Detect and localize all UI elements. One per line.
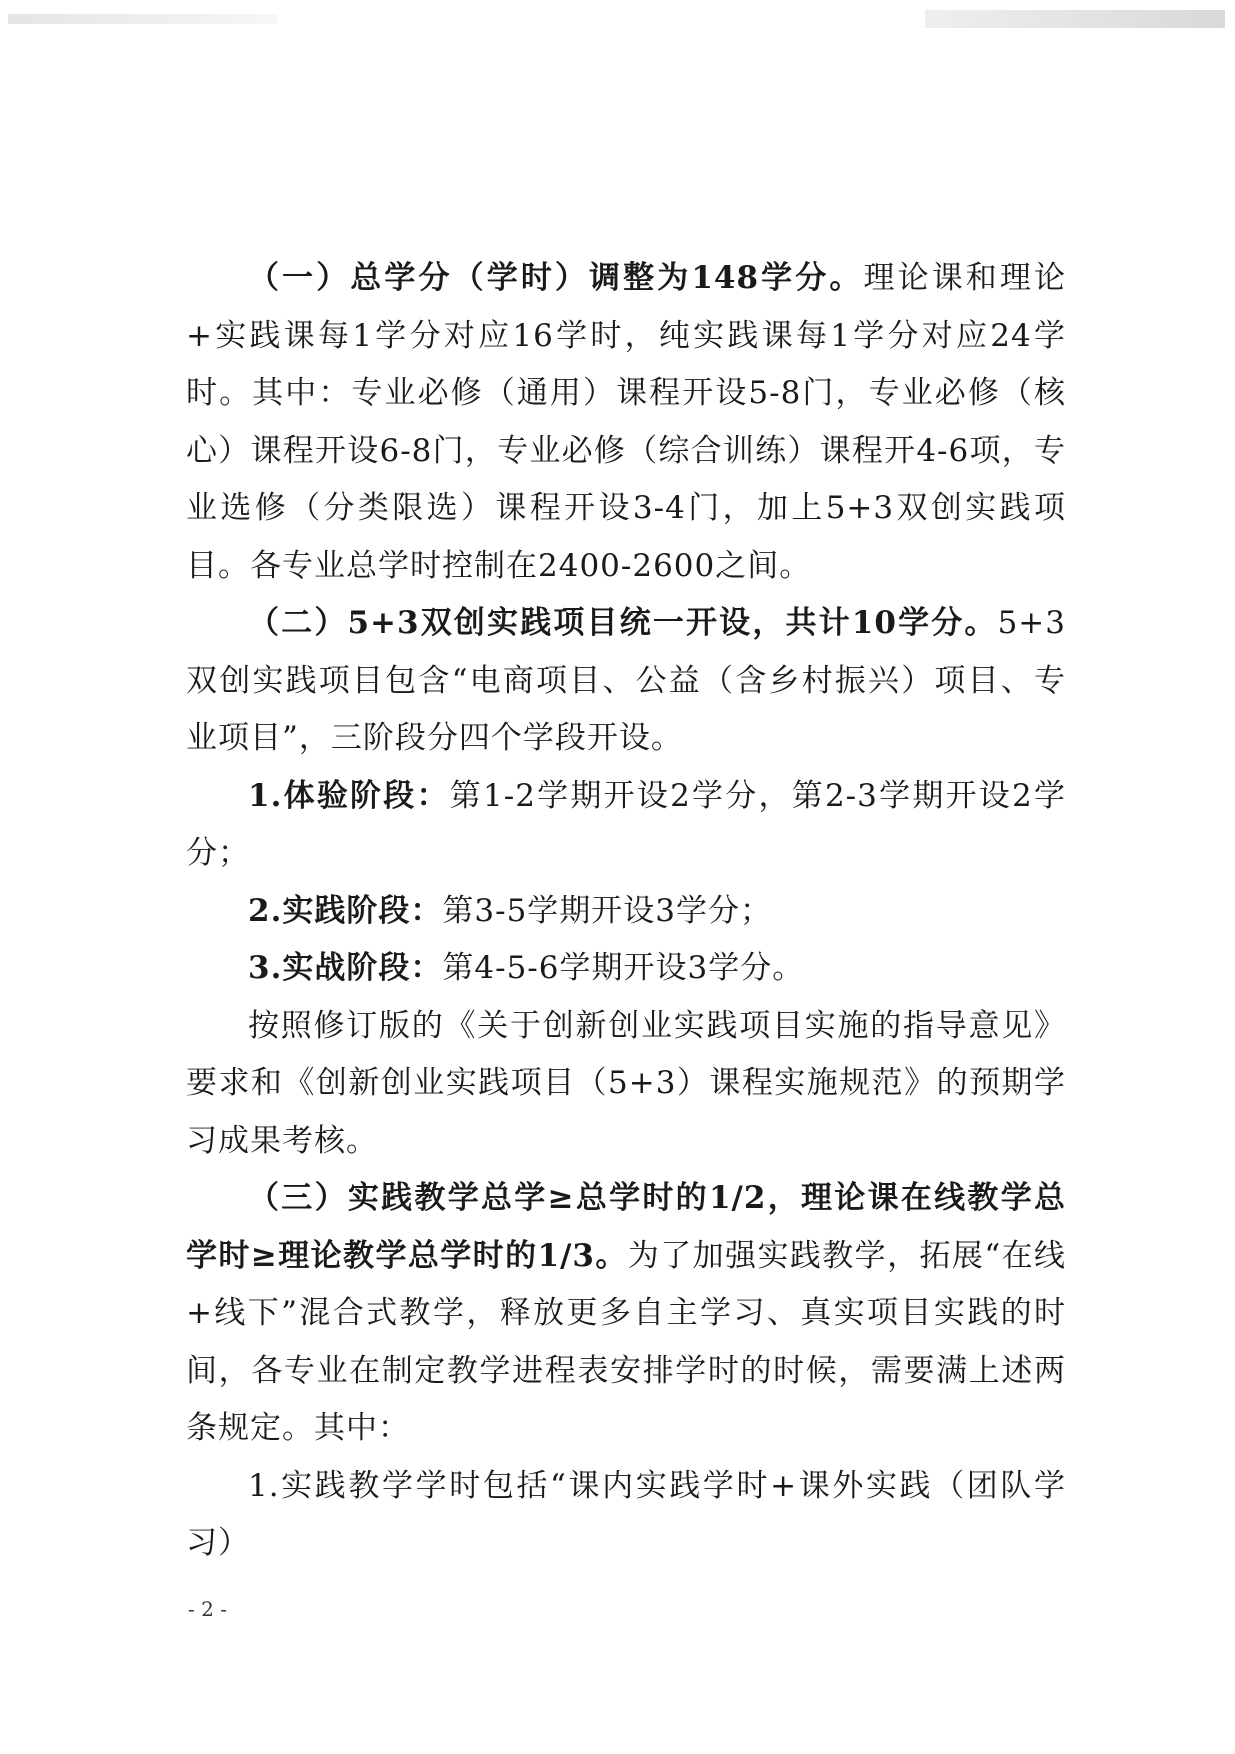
paragraph-text: 第3-5学期开设3学分；	[442, 892, 773, 929]
paragraph-text: 为了加强实践教学，拓展“在线+线下”混合式教学，释放更多自主学习、真实项目实践的时间，各专业在制定教学进程表安排学时的时候，需要满上述两条规定。其中：	[186, 1237, 1066, 1446]
scan-artifact	[925, 10, 1225, 28]
paragraph-assessment	[186, 998, 1066, 1171]
paragraph-text: 理论课和理论+实践课每1学分对应16学时，纯实践课每1学分对应24学时。其中：专业必修（通用）课程开设5-8门，专业必修（核心）课程开设6-8门，专业必修（综合训练）课程开4-6项，专业选修（分类限选）课程开设3-4门，加上5+3双创实践项目。各专业总学时控制在2400-2600之间。	[186, 260, 1067, 584]
paragraph-experience-stage	[186, 768, 1066, 883]
paragraph-text: 第4-5-6学期开设3学分。	[442, 950, 805, 986]
paragraph-text: 1.实践教学学时包括“课内实践学时+课外实践（团队学习）	[186, 1467, 1066, 1561]
paragraph-practice-teaching	[186, 1170, 1066, 1458]
paragraph-text: 第1-2学期开设2学分，第2-3学期开设2学分；	[186, 777, 1066, 871]
page-number: - 2 -	[188, 1597, 227, 1621]
paragraph-practice-stage	[186, 883, 1066, 941]
paragraph-heading: （三）实践教学总学≥总学时的1/2，理论课在线教学总学时≥理论教学总学时的1/3。	[186, 1180, 1066, 1274]
document-body	[186, 250, 1066, 1573]
paragraph-heading: （二）5+3双创实践项目统一开设，共计10学分。	[248, 605, 998, 641]
paragraph-heading: （一）总学分（学时）调整为148学分。	[248, 260, 864, 296]
paragraph-total-credits	[186, 250, 1066, 595]
paragraph-innovation-projects	[186, 595, 1066, 768]
paragraph-text: 按照修订版的《关于创新创业实践项目实施的指导意见》要求和《创新创业实践项目（5+3）课程实施规范》的预期学习成果考核。	[186, 1007, 1066, 1159]
scan-artifact	[8, 14, 278, 24]
paragraph-heading: 2.实践阶段：	[248, 892, 443, 929]
paragraph-combat-stage	[186, 940, 1066, 998]
paragraph-text: 5+3双创实践项目包含“电商项目、公益（含乡村振兴）项目、专业项目”，三阶段分四个学段开设。	[186, 605, 1066, 756]
paragraph-heading: 1.体验阶段：	[248, 777, 450, 814]
paragraph-heading: 3.实战阶段：	[248, 950, 443, 986]
paragraph-practice-hours	[186, 1458, 1066, 1573]
